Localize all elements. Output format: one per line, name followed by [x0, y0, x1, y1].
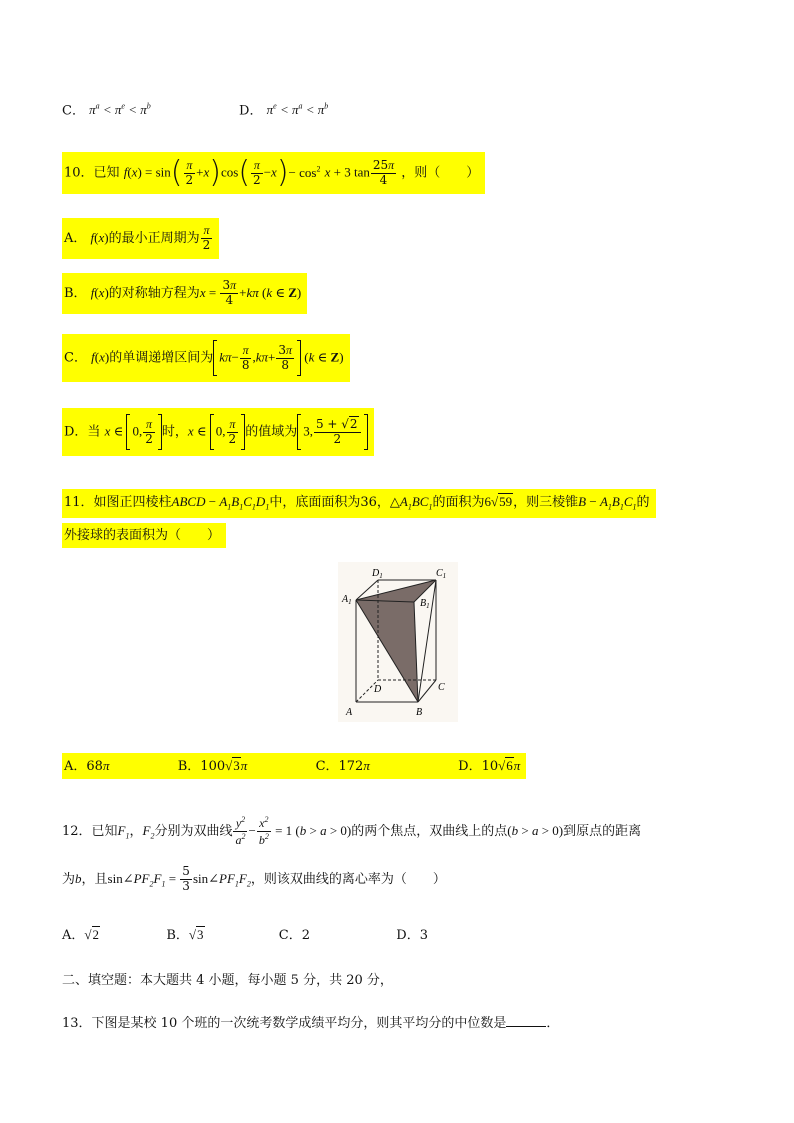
q11-stem-b: 中，底面面积为: [269, 495, 361, 510]
q9-opt-d-label: D．: [239, 103, 263, 119]
q12-opt-c: C．2: [278, 928, 311, 943]
label-c: C: [438, 682, 445, 693]
q11-opt-c-label: C．: [315, 759, 339, 774]
q12-opt-d: D．3: [396, 928, 428, 943]
q11-opt-a-label: A．: [64, 759, 87, 774]
q11-area: 36: [360, 495, 377, 510]
q9-opt-d-math: $\pi^e < \pi^a < \pi^b$: [266, 102, 329, 118]
q12-line2-a: 为: [62, 871, 76, 887]
q11-stem-d: 的面积为: [432, 495, 485, 510]
q10-opt-c-text: 的单调递增区间为: [109, 350, 214, 366]
q10-opt-c-label: C．: [64, 350, 87, 366]
q11-opt-b-value: 100: [200, 759, 226, 774]
q10-opt-b-label: B．: [64, 285, 87, 301]
q12-stem-a: 12．已知: [62, 823, 118, 839]
label-a: A: [346, 707, 353, 718]
q10-opt-a-label: A．: [64, 230, 87, 246]
q10-stem: 10．已知 f(x) = sin( $\frac{\pi}{2}$ +x)cos( $\frac{\pi}{2}$ $-x)- \cos^2 x + 3$ tan $\frac{25\pi}{4}$ ，则（ ）: [62, 152, 485, 194]
q11-stem-line2: [62, 523, 226, 548]
q10-option-a: A． f(x)的最小正周期为 $\frac{\pi}{2}$: [62, 218, 219, 259]
q10-opt-d-text: 的值域为: [245, 424, 298, 440]
q10-option-b: B． f(x)的对称轴方程为x = $\frac{3\pi}{4}$ +kπ (k ∈ Z): [62, 273, 307, 314]
label-c1: $C_1$: [436, 568, 447, 580]
q10-function-expr: f: [123, 164, 128, 180]
label-d: D: [374, 684, 382, 695]
q13-end: ．: [546, 1016, 560, 1031]
q12-options: A．√2 B．√3 C．2 D．3: [62, 927, 428, 943]
q10-opt-d-label: D．当: [64, 424, 101, 440]
q11-stem-line1: 11．如图正四棱柱ABCD − $A_1B_1C_1D_1$中，底面面积为36，$\triangle A_1BC_1$的面积为6√59，则三棱锥$B - A_1B_1C_1$的: [62, 489, 656, 518]
q13-stem-text: 13．下图是某校 10 个班的一次统考数学成绩平均分，则其平均分的中位数是: [62, 1016, 507, 1031]
q10-option-c: C． f(x)的单调递增区间为 kπ− $\frac{\pi}{8}$ ,kπ+ $\frac{3\pi}{8}$ (k ∈ Z): [62, 334, 350, 382]
q10-stem-prefix: 10．已知: [64, 165, 120, 181]
q11-stem-e: ，则三棱锥: [513, 495, 579, 510]
q10-option-d: D．当 x ∈ 0, $\frac{\pi}{2}$ 时，x ∈ 0, $\frac{\pi}{2}$ 的值域为 3, $\frac{5 + √2}{2}$: [62, 408, 374, 456]
q11-stem-f: 的: [636, 495, 650, 510]
q11-prism-figure: [338, 562, 458, 722]
prism-diagram: [338, 562, 458, 722]
q12-stem-line1: 12．已知$F_1$，$F_2$分别为双曲线 $\frac{y^2}{a^2}$ − $\frac{x^2}{b^2}$ = 1 (b > a > 0)的两个焦点，双曲线上的点(b > a > 0)到原点的距离: [62, 815, 642, 847]
q11-stem-c: ，: [376, 495, 390, 510]
q12-stem-b: 分别为双曲线: [154, 823, 233, 839]
q11-opt-d-value: 10: [481, 759, 499, 774]
q12-stem-c: 的两个焦点，双曲线上的点: [351, 823, 508, 839]
q13-stem: [62, 1014, 559, 1030]
label-b: B: [416, 707, 423, 718]
section-2-heading: 二、填空题：本大题共 4 小题，每小题 5 分，共 20 分，: [62, 973, 393, 988]
q12-line2-b: ，且: [81, 871, 108, 887]
q10-stem-suffix: ，则（ ）: [401, 165, 480, 181]
q9-options: [62, 103, 328, 117]
q11-opt-c-value: 172: [338, 759, 364, 774]
q10-opt-a-text: 的最小正周期为: [108, 230, 200, 246]
q9-opt-c-label: C．: [62, 103, 85, 119]
q11-opt-d-label: D．: [458, 759, 482, 774]
q11-opt-b-label: B．: [177, 759, 201, 774]
q12-line2-c: ，则该双曲线的离心率为（ ）: [250, 871, 446, 887]
label-b1: $B_1$: [420, 598, 430, 610]
q11-opt-a-value: 68: [86, 759, 103, 774]
q12-opt-a-label: A．: [62, 928, 85, 943]
q12-opt-b-label: B．: [166, 928, 189, 943]
q12-stem-line2: 为b，且$\sin\angle PF_2F_1$ = $\frac{5}{3}$ $\sin\angle PF_1F_2$，则该双曲线的离心率为（ ）: [62, 864, 446, 893]
q11-stem-line2-text: 外接球的表面积为（ ）: [64, 528, 221, 543]
q13-answer-blank[interactable]: [506, 1014, 546, 1027]
q9-opt-c-math: $\pi^a < \pi^e < \pi^b$: [89, 102, 151, 118]
label-a1: $A_1$: [342, 594, 352, 606]
q10-opt-d-mid: 时，: [161, 424, 188, 440]
label-d1: $D_1$: [372, 568, 383, 580]
q11-options: A．68π B．100√3π C．172π D．10√6π: [62, 753, 526, 779]
q11-stem-a: 11．如图正四棱柱: [64, 495, 172, 510]
q10-opt-b-text: 的对称轴方程为: [108, 285, 200, 301]
q12-stem-d: 到原点的距离: [563, 823, 642, 839]
